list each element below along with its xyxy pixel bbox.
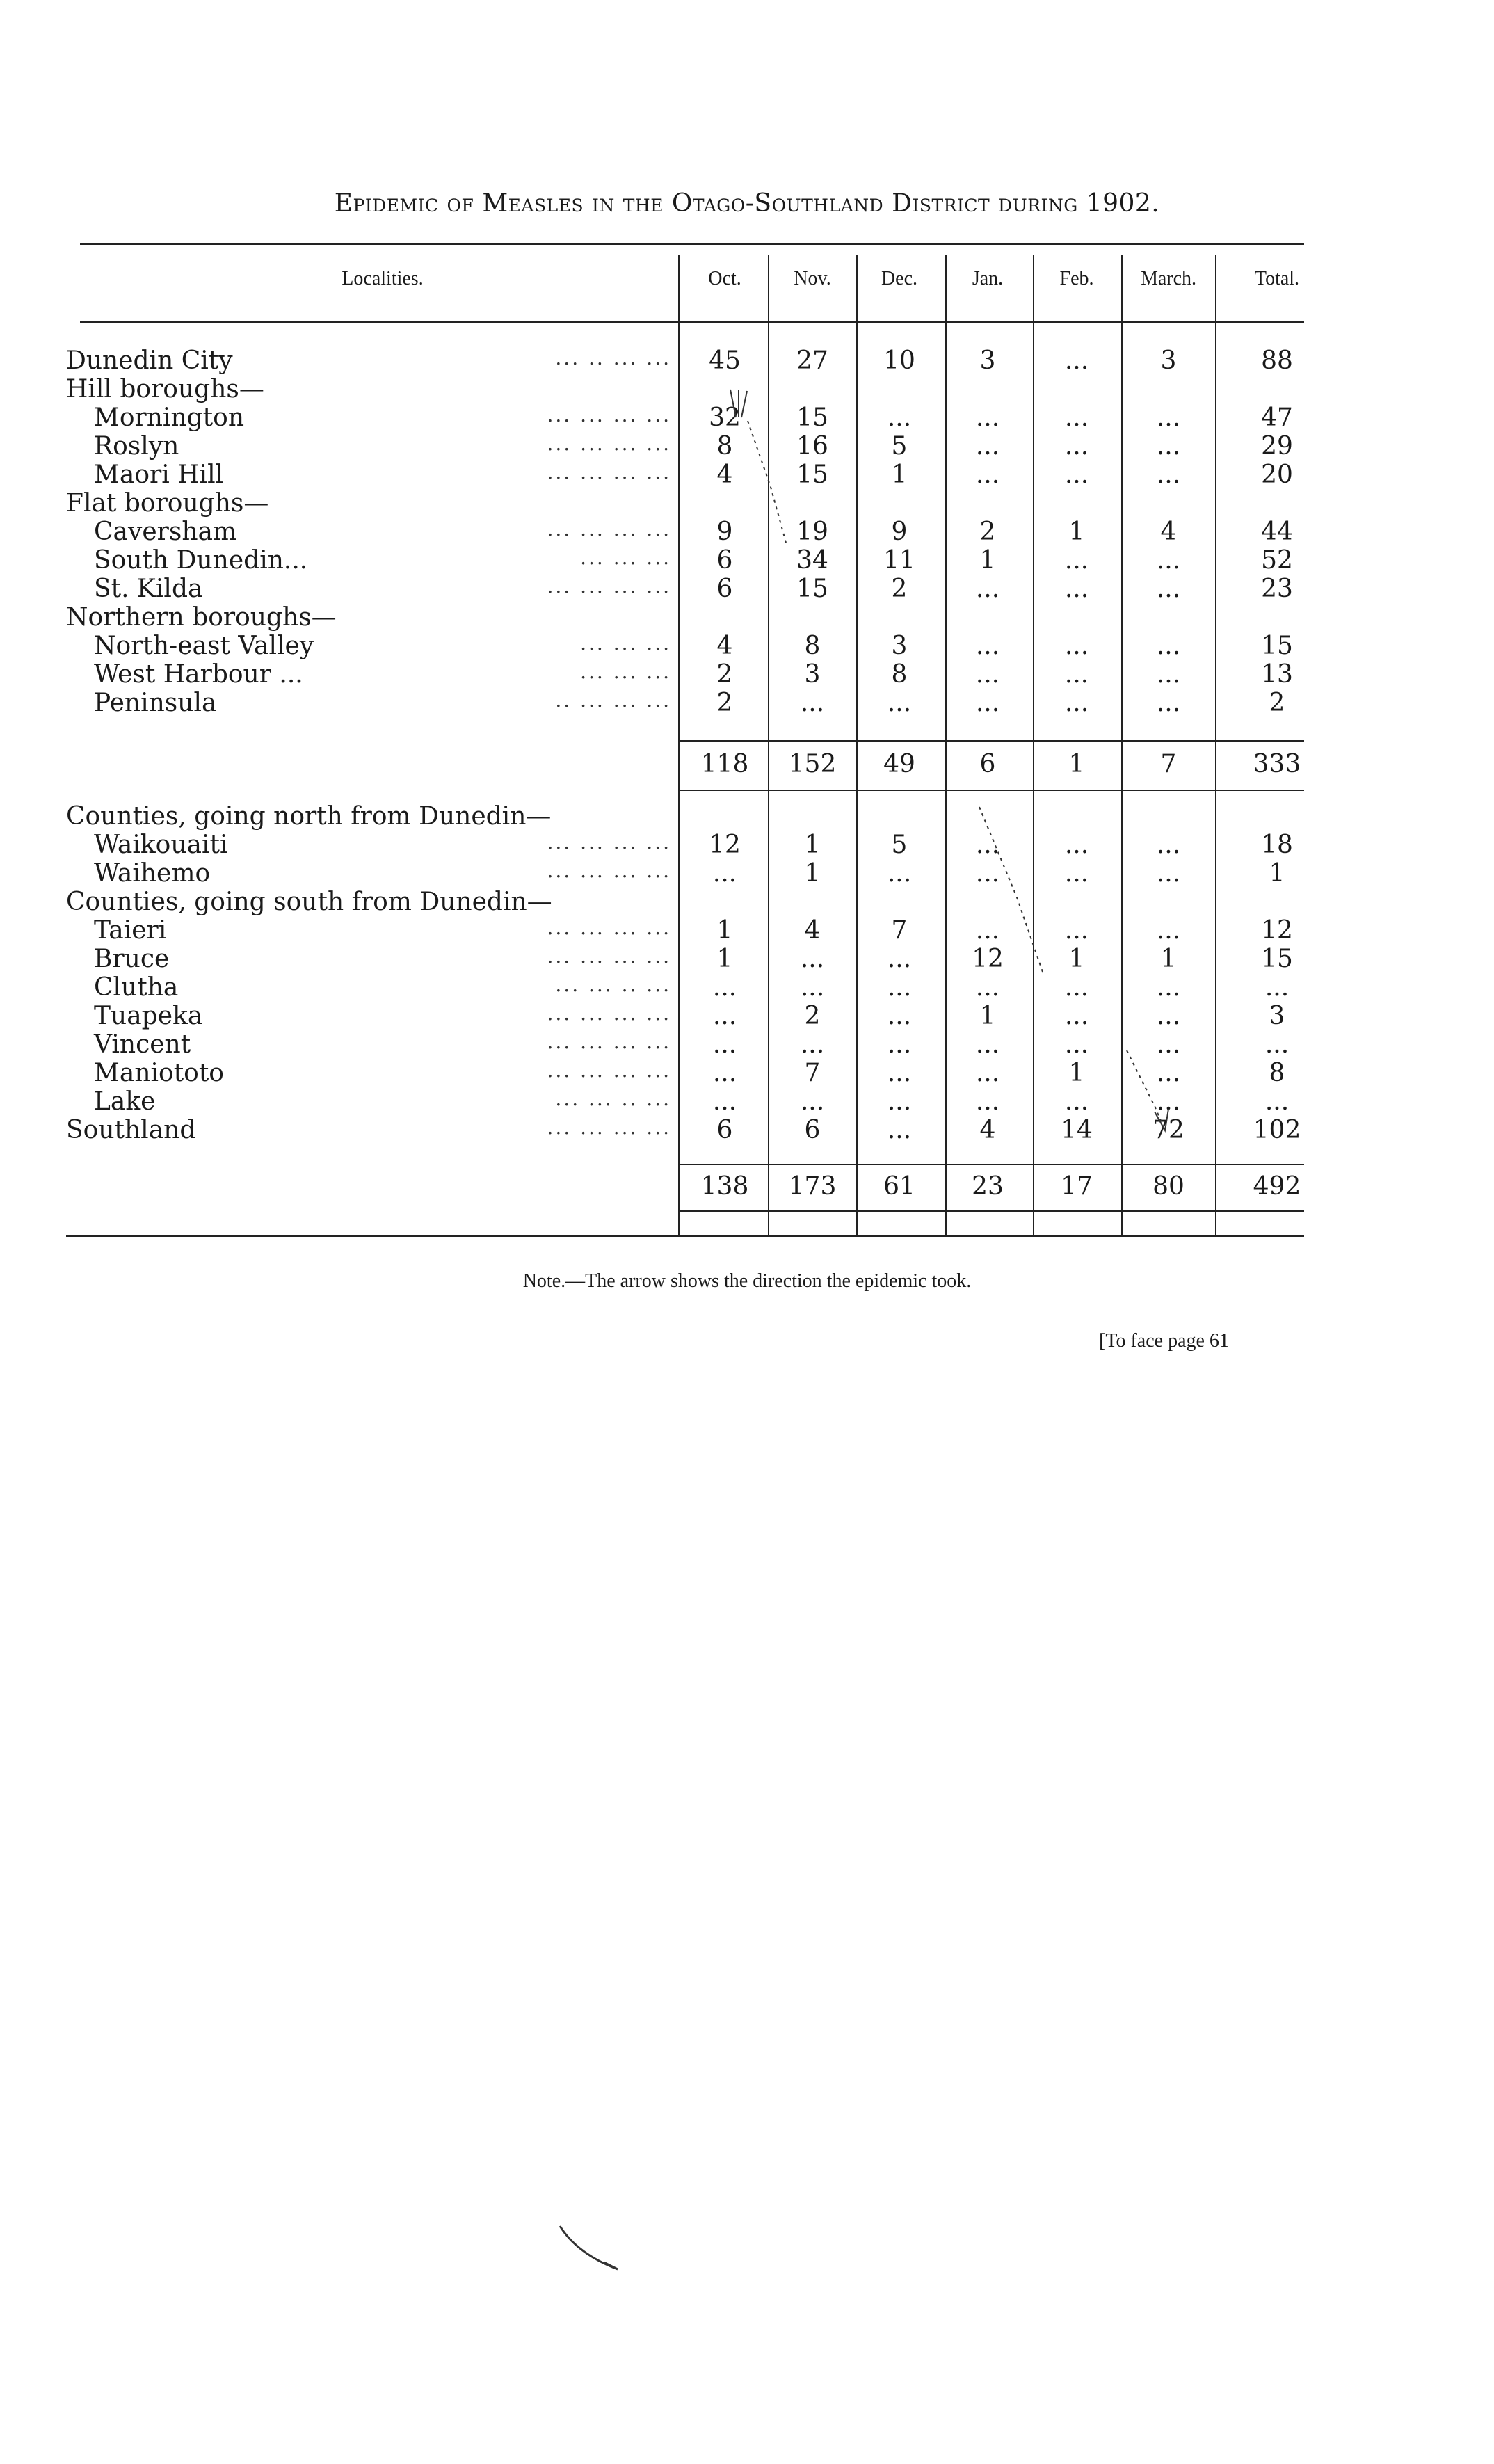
- leader-dots: ... ... ... ...: [547, 859, 671, 882]
- cell-dec: 8: [891, 660, 908, 689]
- cell-feb: ...: [1064, 346, 1089, 375]
- arrow-tip-mark: [1155, 1109, 1168, 1130]
- cell-jan: 1: [979, 1002, 996, 1030]
- cell-dec: 2: [891, 575, 908, 603]
- locality-label: Caversham: [94, 518, 237, 546]
- locality-label: Flat boroughs—: [66, 489, 269, 518]
- cell-march: ...: [1156, 689, 1181, 717]
- cell-march: ...: [1156, 973, 1181, 1002]
- locality-label: Peninsula: [94, 689, 217, 717]
- cell-nov: ...: [800, 689, 825, 717]
- cell-nov: 1: [804, 831, 821, 859]
- cell-feb: ...: [1064, 403, 1089, 432]
- cell-feb: ...: [1064, 575, 1089, 603]
- cell-jan: 4: [979, 1116, 996, 1144]
- cell-jan: 2: [979, 518, 996, 546]
- cell-oct: ...: [712, 859, 737, 888]
- leader-dots: ... ... ... ...: [547, 1059, 671, 1082]
- cell-march: ...: [1156, 632, 1181, 660]
- cell-march: 1: [1160, 945, 1177, 973]
- leader-dots: ... ... ... ...: [547, 461, 671, 483]
- cell-dec: ...: [887, 403, 912, 432]
- cell-total: 2: [1269, 689, 1285, 717]
- locality-label: St. Kilda: [94, 575, 203, 603]
- cell-dec: 10: [883, 346, 915, 375]
- cell-jan: ...: [975, 973, 1000, 1002]
- cell-oct: 6: [716, 575, 733, 603]
- cell-total: 18: [1261, 831, 1293, 859]
- page-title: Epidemic of Measles in the Otago-Southland District during 1902.: [334, 189, 1160, 218]
- footnote: Note.—The arrow shows the direction the epidemic took.: [522, 1270, 972, 1292]
- locality-label: Counties, going north from Dunedin—: [66, 802, 552, 831]
- cell-nov: 15: [796, 403, 828, 432]
- cell-nov: ...: [800, 945, 825, 973]
- arrow-trail-southland: [1127, 1050, 1165, 1130]
- cell-dec: 1: [891, 461, 908, 489]
- cell-march: 72: [1152, 1116, 1184, 1144]
- cell-jan: ...: [975, 632, 1000, 660]
- locality-label: West Harbour ...: [94, 660, 303, 689]
- cell-march: ...: [1156, 1002, 1181, 1030]
- cell-march: 3: [1160, 346, 1177, 375]
- cell-nov: 19: [796, 518, 828, 546]
- leader-dots: ... .. ... ...: [555, 346, 671, 369]
- cell-oct: ...: [712, 1059, 737, 1087]
- locality-label: North-east Valley: [94, 632, 314, 660]
- cell-oct: 6: [716, 546, 733, 575]
- cell-feb: ...: [1064, 916, 1089, 945]
- subtotal-feb: 1: [1068, 750, 1085, 778]
- cell-total: 52: [1261, 546, 1293, 575]
- arrow-trail-north: [748, 421, 786, 543]
- cell-dec: 3: [891, 632, 908, 660]
- cell-total: 15: [1261, 945, 1293, 973]
- cell-march: ...: [1156, 831, 1181, 859]
- leader-dots: ... ... .. ...: [555, 973, 671, 996]
- column-header-dec: Dec.: [881, 268, 918, 289]
- locality-label: Tuapeka: [94, 1002, 203, 1030]
- subtotal-oct: 138: [700, 1172, 749, 1201]
- cell-dec: 11: [883, 546, 915, 575]
- cell-feb: ...: [1064, 1087, 1089, 1116]
- cell-oct: 9: [716, 518, 733, 546]
- cell-nov: 16: [796, 432, 828, 461]
- cell-march: ...: [1156, 1059, 1181, 1087]
- cell-oct: 4: [716, 632, 733, 660]
- subtotal-total: 492: [1253, 1172, 1301, 1201]
- locality-label: Roslyn: [94, 432, 179, 461]
- cell-feb: ...: [1064, 831, 1089, 859]
- cell-jan: ...: [975, 403, 1000, 432]
- cell-march: ...: [1156, 546, 1181, 575]
- cell-march: ...: [1156, 575, 1181, 603]
- leader-dots: ... ... ...: [580, 660, 671, 683]
- cell-dec: ...: [887, 1059, 912, 1087]
- locality-label: Taieri: [94, 916, 167, 945]
- cell-march: ...: [1156, 859, 1181, 888]
- cell-total: 102: [1253, 1116, 1301, 1144]
- cell-feb: 14: [1061, 1116, 1093, 1144]
- cell-dec: ...: [887, 859, 912, 888]
- cell-nov: 27: [796, 346, 828, 375]
- cell-dec: ...: [887, 973, 912, 1002]
- leader-dots: .. ... ... ...: [555, 689, 671, 712]
- cell-march: ...: [1156, 916, 1181, 945]
- cell-oct: ...: [712, 1087, 737, 1116]
- cell-march: ...: [1156, 660, 1181, 689]
- leader-dots: ... ... ... ...: [547, 1116, 671, 1139]
- leader-dots: ... ... ... ...: [547, 831, 671, 854]
- column-header-total: Total.: [1254, 268, 1300, 289]
- cell-feb: ...: [1064, 973, 1089, 1002]
- cell-jan: ...: [975, 660, 1000, 689]
- cell-feb: ...: [1064, 859, 1089, 888]
- cell-march: ...: [1156, 1087, 1181, 1116]
- cell-dec: ...: [887, 1002, 912, 1030]
- cell-total: 44: [1261, 518, 1293, 546]
- leader-dots: ... ... ... ...: [547, 575, 671, 598]
- subtotal-march: 80: [1152, 1172, 1184, 1201]
- cell-march: ...: [1156, 461, 1181, 489]
- subtotal-oct: 118: [700, 750, 749, 778]
- cell-feb: ...: [1064, 660, 1089, 689]
- cell-oct: 8: [716, 432, 733, 461]
- column-header-nov: Nov.: [794, 268, 831, 289]
- column-header-localities: Localities.: [342, 268, 424, 289]
- leader-dots: ... ... ...: [580, 632, 671, 655]
- cell-jan: ...: [975, 859, 1000, 888]
- cell-jan: ...: [975, 831, 1000, 859]
- subtotal-march: 7: [1160, 750, 1177, 778]
- locality-label: Counties, going south from Dunedin—: [66, 888, 552, 916]
- cell-jan: ...: [975, 1059, 1000, 1087]
- cell-oct: ...: [712, 1002, 737, 1030]
- cell-jan: ...: [975, 916, 1000, 945]
- cell-total: 3: [1269, 1002, 1285, 1030]
- locality-label: Waihemo: [94, 859, 211, 888]
- cell-nov: ...: [800, 1087, 825, 1116]
- cell-nov: 3: [804, 660, 821, 689]
- cell-feb: ...: [1064, 432, 1089, 461]
- arrow-trail-south: [979, 807, 1043, 974]
- cell-nov: 4: [804, 916, 821, 945]
- cell-dec: 9: [891, 518, 908, 546]
- locality-label: Lake: [94, 1087, 156, 1116]
- cell-oct: 2: [716, 660, 733, 689]
- cell-nov: 15: [796, 461, 828, 489]
- leader-dots: ... ... ... ...: [547, 403, 671, 426]
- cell-jan: ...: [975, 1087, 1000, 1116]
- column-header-feb: Feb.: [1059, 268, 1094, 289]
- cell-nov: 7: [804, 1059, 821, 1087]
- leader-dots: ... ... ... ...: [547, 945, 671, 968]
- locality-label: Maori Hill: [94, 461, 224, 489]
- cell-dec: ...: [887, 1116, 912, 1144]
- column-header-oct: Oct.: [708, 268, 741, 289]
- locality-label: Maniototo: [94, 1059, 224, 1087]
- cell-feb: ...: [1064, 461, 1089, 489]
- cell-oct: 1: [716, 945, 733, 973]
- cell-jan: 12: [972, 945, 1004, 973]
- cell-oct: 32: [709, 403, 741, 432]
- leader-dots: ... ... ... ...: [547, 518, 671, 541]
- cell-feb: 1: [1068, 1059, 1085, 1087]
- cell-total: 23: [1261, 575, 1293, 603]
- cell-dec: ...: [887, 1030, 912, 1059]
- cell-total: ...: [1264, 1030, 1290, 1059]
- locality-label: Clutha: [94, 973, 179, 1002]
- cell-total: 1: [1269, 859, 1285, 888]
- arrow-head-mark: [730, 390, 747, 417]
- cell-nov: ...: [800, 1030, 825, 1059]
- cell-feb: ...: [1064, 1002, 1089, 1030]
- leader-dots: ... ... ... ...: [547, 432, 671, 455]
- cell-feb: ...: [1064, 546, 1089, 575]
- cell-dec: 7: [891, 916, 908, 945]
- cell-dec: 5: [891, 831, 908, 859]
- cell-total: 88: [1261, 346, 1293, 375]
- locality-label: Waikouaiti: [94, 831, 228, 859]
- locality-label: Hill boroughs—: [66, 375, 264, 403]
- cell-total: 47: [1261, 403, 1293, 432]
- cell-nov: 15: [796, 575, 828, 603]
- leader-dots: ... ... ... ...: [547, 916, 671, 939]
- cell-march: 4: [1160, 518, 1177, 546]
- cell-total: 29: [1261, 432, 1293, 461]
- locality-label: Northern boroughs—: [66, 603, 337, 632]
- leader-dots: ... ... ... ...: [547, 1030, 671, 1053]
- column-header-jan: Jan.: [972, 268, 1004, 289]
- cell-jan: ...: [975, 575, 1000, 603]
- face-page-ref: [To face page 61: [1099, 1330, 1229, 1352]
- cell-jan: ...: [975, 461, 1000, 489]
- locality-label: Southland: [66, 1116, 196, 1144]
- subtotal-dec: 49: [883, 750, 915, 778]
- cell-oct: 45: [709, 346, 741, 375]
- column-header-march: March.: [1140, 268, 1197, 289]
- cell-nov: 6: [804, 1116, 821, 1144]
- leader-dots: ... ... ... ...: [547, 1002, 671, 1025]
- subtotal-feb: 17: [1061, 1172, 1093, 1201]
- cell-feb: ...: [1064, 632, 1089, 660]
- subtotal-jan: 23: [972, 1172, 1004, 1201]
- cell-oct: 6: [716, 1116, 733, 1144]
- cell-nov: 8: [804, 632, 821, 660]
- cell-total: ...: [1264, 1087, 1290, 1116]
- cell-feb: 1: [1068, 518, 1085, 546]
- cell-nov: ...: [800, 973, 825, 1002]
- cell-oct: 2: [716, 689, 733, 717]
- locality-label: South Dunedin...: [94, 546, 308, 575]
- cell-oct: ...: [712, 1030, 737, 1059]
- cell-dec: ...: [887, 689, 912, 717]
- subtotal-nov: 152: [788, 750, 837, 778]
- cell-feb: ...: [1064, 1030, 1089, 1059]
- cell-nov: 1: [804, 859, 821, 888]
- subtotal-total: 333: [1253, 750, 1301, 778]
- cell-march: ...: [1156, 1030, 1181, 1059]
- cell-march: ...: [1156, 432, 1181, 461]
- locality-label: Vincent: [94, 1030, 191, 1059]
- cell-oct: 4: [716, 461, 733, 489]
- cell-oct: 1: [716, 916, 733, 945]
- leader-dots: ... ... ...: [580, 546, 671, 569]
- subtotal-jan: 6: [979, 750, 996, 778]
- locality-label: Bruce: [94, 945, 170, 973]
- cell-total: ...: [1264, 973, 1290, 1002]
- cell-jan: ...: [975, 689, 1000, 717]
- cell-dec: ...: [887, 945, 912, 973]
- cell-jan: 3: [979, 346, 996, 375]
- cell-oct: 12: [709, 831, 741, 859]
- stray-arrow-mark: [560, 2226, 618, 2269]
- cell-jan: ...: [975, 432, 1000, 461]
- locality-label: Mornington: [94, 403, 244, 432]
- leader-dots: ... ... .. ...: [555, 1087, 671, 1110]
- locality-label: Dunedin City: [66, 346, 233, 375]
- cell-march: ...: [1156, 403, 1181, 432]
- cell-feb: ...: [1064, 689, 1089, 717]
- subtotal-dec: 61: [883, 1172, 915, 1201]
- cell-dec: 5: [891, 432, 908, 461]
- cell-nov: 34: [796, 546, 828, 575]
- cell-feb: 1: [1068, 945, 1085, 973]
- cell-oct: ...: [712, 973, 737, 1002]
- cell-nov: 2: [804, 1002, 821, 1030]
- cell-total: 8: [1269, 1059, 1285, 1087]
- cell-total: 15: [1261, 632, 1293, 660]
- cell-total: 12: [1261, 916, 1293, 945]
- cell-total: 13: [1261, 660, 1293, 689]
- cell-dec: ...: [887, 1087, 912, 1116]
- cell-total: 20: [1261, 461, 1293, 489]
- cell-jan: 1: [979, 546, 996, 575]
- cell-jan: ...: [975, 1030, 1000, 1059]
- subtotal-nov: 173: [788, 1172, 837, 1201]
